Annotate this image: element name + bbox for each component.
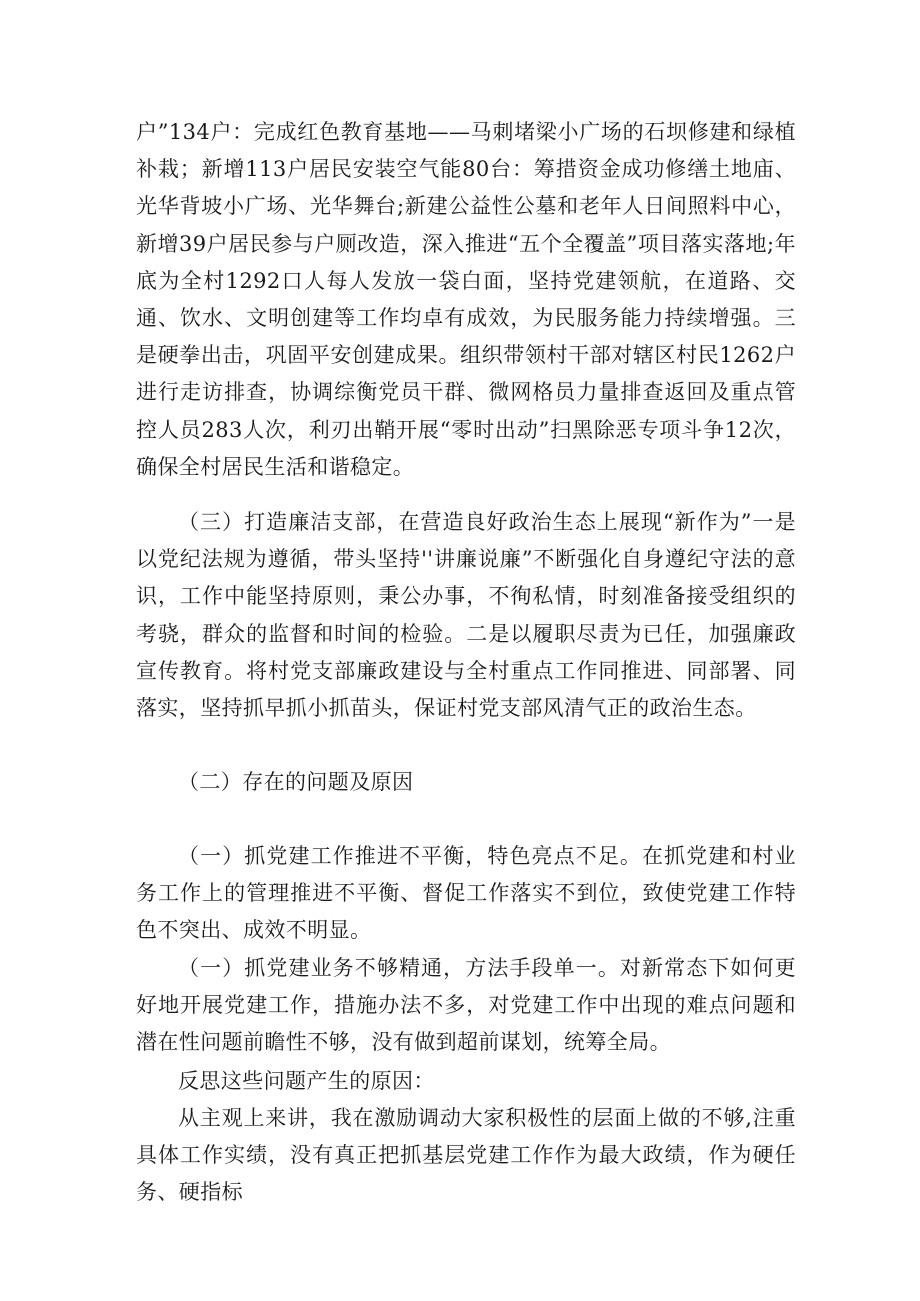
section-heading: （二）存在的问题及原因 — [178, 770, 414, 794]
paragraph-7: 从主观上来讲，我在激励调动大家积极性的层面上做的不够,注重具体工作实绩，没有真正把抓基层党建工作作为最大政绩，作为硬任务、硬指标 — [136, 1106, 796, 1205]
section-heading-block — [136, 764, 796, 801]
paragraph-block — [136, 1100, 796, 1212]
paragraph-2: （三）打造廉洁支部，在营造良好政治生态上展现“新作为”一是以党纪法规为遵循，带头坚持''讲廉说廉”不断强化自身遵纪守法的意识，工作中能坚持原则，秉公办事，不徇私情，时刻准备接受组织的考骁，群众的监督和时间的检验。二是以履职尽责为已任，加强廉政宣传教育。将村党支部廉政建设与全村重点工作同推进、同部署、同落实，坚持抓早抓小抓苗头，保证村党支部风清气正的政治生态。 — [136, 510, 796, 721]
paragraph-block — [136, 1063, 796, 1100]
paragraph-continuation — [136, 114, 796, 486]
paragraph-6: 反思这些问题产生的原因： — [178, 1069, 435, 1093]
paragraph-4: （一）抓党建工作推进不平衡，特色亮点不足。在抓党建和村业务工作上的管理推进不平衡、督促工作落实不到位，致使党建工作特色不突出、成效不明显。 — [136, 844, 796, 943]
paragraph-5: （一）抓党建业务不够精通，方法手段单一。对新常态下如何更好地开展党建工作，措施办法不多，对党建工作中出现的难点问题和潜在性问题前瞻性不够，没有做到超前谋划，统筹全局。 — [136, 956, 796, 1055]
paragraph-block — [136, 504, 796, 727]
paragraph-block — [136, 838, 796, 950]
paragraph-1: 户”134户：完成红色教育基地——马刺堵梁小广场的石坝修建和绿植补栽；新增113户居民安装空气能80台：筹措资金成功修缮土地庙、光华背坡小广场、光华舞台;新建公益性公墓和老年人日间照料中心，新增39户居民参与户厕改造，深入推进“五个全覆盖”项目落实落地;年底为全村1292口人每人发放一袋白面，坚持党建领航，在道路、交通、饮水、文明创建等工作均卓有成效，为民服务能力持续增强。三是硬拳出击，巩固平安创建成果。组织带领村干部对辖区村民1262户进行走访排查，协调综衡党员干群、微网格员力量排查返回及重点管控人员283人次，利刃出鞘开展“零时出动”扫黑除恶专项斗争12次，确保全村居民生活和谐稳定。 — [136, 120, 796, 479]
paragraph-block — [136, 950, 796, 1062]
